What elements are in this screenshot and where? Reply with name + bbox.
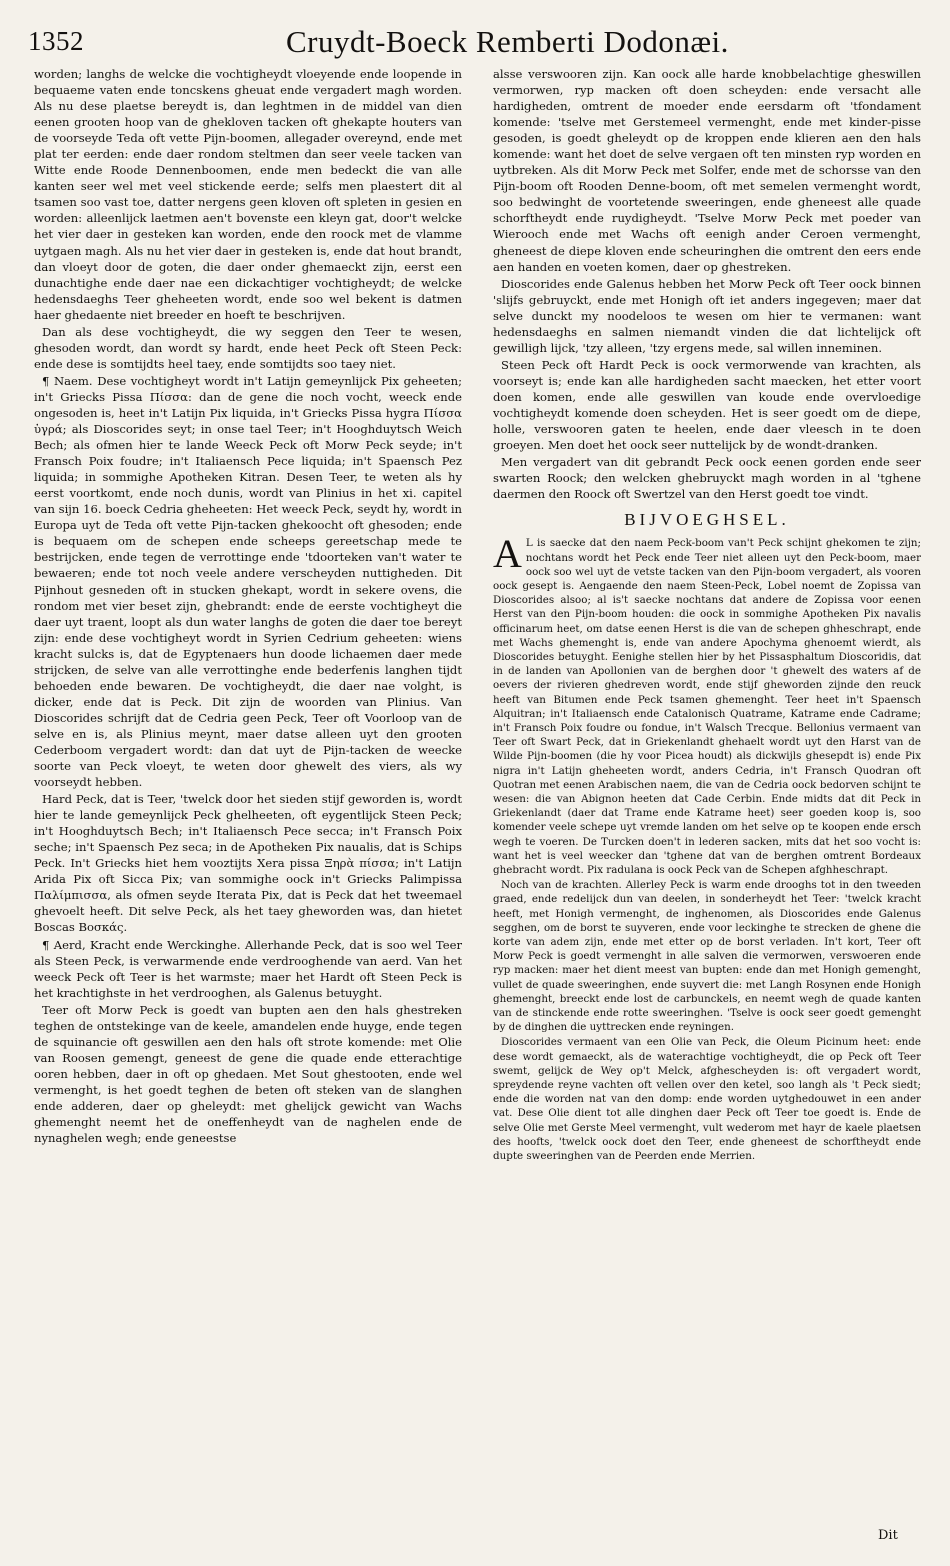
page-header <box>28 22 923 66</box>
right-column <box>493 66 921 1486</box>
left-column <box>34 66 462 1486</box>
addendum-body <box>493 531 921 1163</box>
addendum-heading: BIJVOEGHSEL. <box>624 510 790 530</box>
paragraph: Dan als dese vochtigheydt, die wy seggen den Teer te wesen, ghesoden wordt, dan wordt sy hardt, ende heet Peck oft Steen Peck: ende dese is somtijdts heel taey, ende somtijdts soo taey niet. <box>34 324 462 371</box>
paragraph: Dioscorides ende Galenus hebben het Morw Peck oft Teer oock binnen 'slijfs gebruyckt, ende met Honigh oft iet anders ingegeven; maer dat selve dunckt my noodeloos te wesen om hier te vermanen: want hedensdaeghs en salmen niemandt vinden die dat lichtelijck oft gewilligh lijck, 'tzy alleen, 'tzy ergens mede, sal willen inneminen. <box>493 276 921 355</box>
drop-cap: A <box>493 531 522 577</box>
page-number: 1352 <box>28 26 84 56</box>
addendum-paragraph: L is saecke dat den naem Peck-boom van't Peck schijnt ghekomen te zijn; nochtans wordt het Peck ende Teer niet alleen uyt den Peck-boom, maer oock soo wel uyt de vetste tacken van den Pijn-boom vergadert, als vooren oock gesept is. Aengaende den naem Steen-Peck, Lobel noemt de Zopissa van Dioscorides alsoo; al is't saecke nochtans dat andere de Zopissa voor eenen Herst van den Pijn-boom houden: die oock in sommighe Apotheken Pix navalis officinarum heet, om datse eenen Herst is die van de schepen ghheschrapt, ende met Wachs ghemenght is, ende van andere Apochyma ghenoemt wierdt, als Dioscorides betuyght. Eenighe stellen hier by het Pissasphaltum Dioscoridis, dat in de landen van Apollonien van de berghen door 't ghewelt des waters af de oevers der rivieren ghedreven wordt, ende stijf gheworden zijnde den reuck heeft van Bitumen ende Peck tsamen ghemenght. Teer heet in't Spaensch Alquitran; in't Italiaensch ende Catalonisch Quatrame, Katrame ende Cadrame; in't Fransch Poix foudre ou fondue, in't Walsch Trecque. Bellonius vermaent van Teer oft Swart Peck, dat in Griekenlandt ghehaelt wordt uyt den Harst van de Wilde Pijn-boomen (die hy voor Picea houdt) als dickwijls ghesepdt is) ende Pix nigra in't Latijn gheheeten wordt, anders Cedria, in't Fransch Quodran oft Quotran met eenen Arabischen naem, die van de Cedria oock bedorven schijnt te wesen: die van Abignon heeten dat Cade Cerbin. Ende midts dat dit Peck in Griekenlandt (daer dat Trame ende Katrame heet) seer goeden koop is, soo komender veele schepe uyt vremde landen om het selve op te koopen ende ersch wegh te voeren. De Turcken doen't in lederen sacken, mits dat het soo vocht is: want het is veel weecker dan 'tghene dat van de berghen omtrent Bordeaux ghebracht wordt. Pix radulana is oock Peck van de Schepen afghheschrapt. <box>493 537 921 876</box>
paragraph: alsse verswooren zijn. Kan oock alle harde knobbelachtige gheswillen vermorwen, ryp macken oft doen scheyden: ende versacht alle hardigheden, omtrent de moeder ende eersdarm oft 'tfondament komende: 'tselve met Gerstemeel vermenght, ende met kinder-pisse gesoden, is goedt gheleydt op de kroppen ende klieren aen den hals komende: want het doet de selve vergaen oft ten minsten ryp worden en uytbreken. Als dit Morw Peck met Solfer, ende met de schorsse van den Pijn-boom oft Rooden Denne-boom, oft met semelen vermenght wordt, soo bedwinght de voortetende sweeringen, ende gheneest alle quade schorftheydt ende ruydigheydt. 'Tselve Morw Peck met poeder van Wierooch ende met Wachs oft eenigh ander Ceroen vermenght, gheneest de diepe kloven ende scheuringhen die omtrent den eers ende aen handen en voeten komen, daer op ghestreken. <box>493 67 921 274</box>
catchword: Dit <box>878 1528 898 1543</box>
paragraph: Hard Peck, dat is Teer, 'twelck door het sieden stijf geworden is, wordt hier te lande gemeynlijck Peck ghelheeten, oft eygentlijck Steen Peck; in't Hooghduytsch Bech; in't Italiaensch Pece secca; in't Fransch Poix seche; in't Spaensch Pez seca; in de Apotheken Pix naualis, dat is Schips Peck. In't Griecks hiet hem vooztijts Xera pissa Ξηρὰ πίσσα; in't Latijn Arida Pix oft Sicca Pix; van sommighe oock in't Griecks Palimpissa Παλίμπισσα, als ofmen seyde Iterata Pix, dat is Peck dat het tweemael ghevoelt heeft. Dit selve Peck, als het taey gheworden was, dan hietet Boscas Βοσκάς. <box>34 792 462 935</box>
paragraph: worden; langhs de welcke die vochtigheydt vloeyende ende loopende in bequaeme vaten ende toncskens gheuat ende vergadert magh worden. Als nu dese plaetse bereydt is, dan leghtmen in de middel van dien eenen grooten hoop van de ghekloven tacken oft ghekapte houters van de voorseyde Teda oft vette Pijn-boomen, allegader overeynd, ende met plat ter eerden: ende daer rondom steltmen dan seer veele tacken van Witte ende Roode Dennenboomen, ende men bedeckt die van alle kanten seer wel met veel stickende eerde; selfs men plaestert dit al tsamen soo vast toe, datter nergens geen kloven oft spleten in gesien en worden: alleenlijck laetmen aen't bovenste een kleyn gat, door't welcke het vier daer in gesteken kan worden, ende den roock met de vlamme uytgaen magh. Als nu het vier daer in gesteken is, ende dat hout brandt, dan vloeyt door de goten, die daer onder ghemaeckt zijn, eerst een dunachtighe ende daer nae een dickachtiger vochtigheydt; de welcke hedensdaeghs Teer gheheeten wordt, ende soo wel bekent is datmen haer ghedaente niet breeder en hoeft te beschrijven. <box>34 67 462 322</box>
paragraph: ¶ Naem. Dese vochtigheyt wordt in't Latijn gemeynlijck Pix geheeten; in't Griecks Pissa Πίσσα: dan de gene die noch vocht, weeck ende ongesoden is, heet in't Latijn Pix liquida, in't Griecks Pissa hygra Πίσσα ὑγρά; als Dioscorides seyt; in onse tael Teer; in't Hooghduytsch Weich Bech; als ofmen hier te lande Weeck Peck oft Morw Peck seyde; in't Fransch Poix foudre; in't Italiaensch Pece liquida; in't Spaensch Pez liquida; in sommighe Apotheken Kitran. Desen Teer, te weten als hy eerst voortkomt, ende noch dunis, wordt van Plinius in het xi. capitel van sijn 16. boeck Cedria gheheeten: Het weeck Peck, seydt hy, wordt in Europa uyt de Teda oft vette Pijn-tacken ghekoocht oft ghesoden; ende is bequaem om de schepen ende scheeps gereetschap mede te bestrijcken, ende tegen de verrottinge ende 'tdoorteken van't water te bewaeren; ende tot noch veele andere verscheyden nuttigheden. Dit Pijnhout gesneden oft in stucken ghekapt, wordt in sekere ovens, die rondom met vier beset zijn, ghebrandt: ende de eerste vochtigheyt die daer uyt traent, loopt als dun water langhs de goten die daer toe bereyt zijn: ende dese vochtigheyt wordt in Syrien Cedrium geheeten: wiens kracht sulcks is, dat de Egyptenaers hun doode lichaemen daer mede strijcken, de selve van alle verrottinghe ende bederfenis langhen tijdt behoeden ende bewaren. De vochtigheydt, die daer nae volght, is dicker, ende dat is Peck. Dit zijn de woorden van Plinius. Van Dioscorides schrijft dat de Cedria geen Peck, Teer oft Voorloop van de selve en is, als Plinius meynt, maer datse alleen uyt den grooten Cederboom vergadert wordt: dan dat uyt de Pijn-tacken de weecke soorte van Peck vloeyt, te weten door ghewelt des viers, als wy voorseydt hebben. <box>34 373 462 790</box>
paragraph: Men vergadert van dit gebrandt Peck oock eenen gorden ende seer swarten Roock; den welcken ghebruyckt magh worden in al 'tghene daermen den Roock oft Swertzel van den Herst goedt toe vindt. <box>493 455 921 502</box>
addendum-paragraph: Dioscorides vermaent van een Olie van Peck, die Oleum Picinum heet: ende dese wordt gemaeckt, als de waterachtige vochtigheydt, die op Peck oft Teer swemt, gelijck de Wey op't Melck, afghescheyden is: oft vergadert wordt, spreydende reyne vachten oft vellen over den ketel, soo langh als 't Peck siedt; ende die worden nat van den domp: ende worden uytghedouwet in een ander vat. Dese Olie dient tot alle dinghen daer Peck oft Teer toe goedt is. Ende de selve Olie met Gerste Meel vermenght, vult wederom met hayr de kaele plaetsen des hoofts, 'twelck oock doet den Teer, ende gheneest de schorftheydt ende dupte sweeringhen van de Peerden ende Merrien. <box>493 1036 921 1163</box>
running-title: Cruydt-Boeck Remberti Dodonæi. <box>286 24 729 59</box>
addendum-paragraph: Noch van de krachten. Allerley Peck is warm ende drooghs tot in den tweeden graed, ende redelijck dun van deelen, in sonderheydt het Teer: 'twelck kracht heeft, met Honigh vermenght, de inghenomen, als Dioscorides ende Galenus segghen, om de borst te suyveren, ende voor leckinghe te strecken de ghene die korte van adem zijn, ende met etter op de borst verladen. In't kort, Teer oft Morw Peck is goedt vermenght in alle salven die vermorwen, verswoeren ende ryp macken: maer het dient meest van bupten: ende dan met Honigh gemenght, vullet de quade sweeringhen, ende suyvert die: met Langh Rosynen ende Honigh ghemenght, breeckt ende lost de carbunckels, en neemt wegh de quade kanten van de stinckende ende rotte sweeringhen. 'Tselve is oock seer goedt gemenght by de dinghen die uyttrecken ende reyningen. <box>493 879 921 1034</box>
paragraph: Steen Peck oft Hardt Peck is oock vermorwende van krachten, als voorseyt is; ende kan alle hardigheden sacht maecken, het etter voort doen komen, ende alle geswillen van koude ende overvloedige vochtigheydt komende doen scheyden. Het is seer goedt om de diepe, holle, verswooren gaten te heelen, ende daer vleesch in te doen groeyen. Men doet het oock seer nuttelijck by de wondt-dranken. <box>493 357 921 453</box>
paragraph: Teer oft Morw Peck is goedt van bupten aen den hals ghestreken teghen de ontstekinge van de keele, amandelen ende huyge, ende tegen de squinancie oft geswillen aen den hals oft strote komende: met Olie van Roosen gemengt, geneest de gene die quade ende etterachtige ooren hebben, daer in oft op ghedaen. Met Sout ghestooten, ende wel vermenght, is het goedt teghen de beten oft steken van de slanghen ende adderen, daer op gheleydt: met ghelijck gewicht van Wachs ghemenght neemt het de oneffenheydt van de naghelen ende de nynaghelen wegh; ende geneestse <box>34 1002 462 1146</box>
paragraph: ¶ Aerd, Kracht ende Werckinghe. Allerhande Peck, dat is soo wel Teer als Steen Peck, is verwarmende ende verdrooghende van aerd. Van het weeck Peck oft Teer is het warmste; maer het Hardt oft Steen Peck is het krachtighste in het verdrooghen, als Galenus betuyght. <box>34 937 462 1000</box>
